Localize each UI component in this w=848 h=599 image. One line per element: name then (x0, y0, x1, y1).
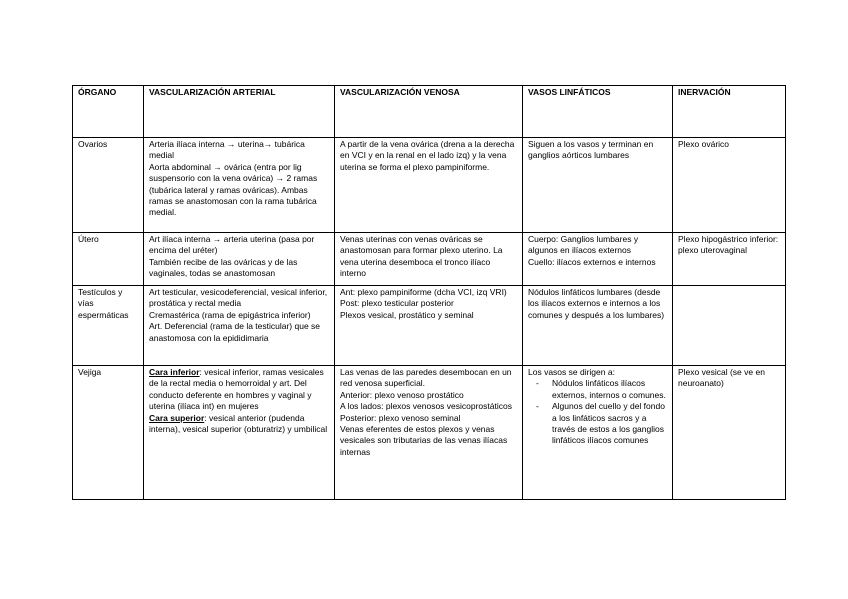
subheading-cara-inferior: Cara inferior (149, 367, 200, 377)
cell-line: Plexo ovárico (678, 139, 730, 149)
arterial-cell (144, 233, 335, 286)
anatomy-table (72, 85, 786, 500)
cell-line: Art testicular, vesicodeferencial, vesical inferior, prostática y rectal media (149, 287, 328, 309)
cell-line: Ant: plexo pampiniforme (dcha VCI, izq VRI) (340, 287, 507, 297)
header-lymphatic: VASOS LINFÁTICOS (523, 86, 673, 138)
cell-line: Posterior: plexo venoso seminal (340, 412, 461, 423)
dash-list (528, 378, 667, 446)
cell-line: Plexo hipogástrico inferior: plexo uterovaginal (678, 234, 779, 256)
cara-inferior-text: : vesical inferior, ramas vesicales de la rectal media o hemorroidal y art. Del conducto deferente en hombres y vaginal y uterina (ilíaca int) en mujeres (149, 367, 324, 412)
cell-line: A partir de la vena ovárica (drena a la derecha en VCI y en la renal en el lado izq) y la vena uterina se forma el plexo pampiniforme. (340, 139, 515, 172)
cell-line (149, 367, 329, 413)
cell-line: Cremastérica (rama de epigástrica inferior) (149, 309, 311, 320)
organ-cell: Útero (73, 233, 144, 286)
lymphatic-cell (523, 138, 673, 233)
cell-line: Las venas de las paredes desembocan en un red venosa superficial. (340, 367, 512, 389)
table-row-ovarios (73, 138, 786, 233)
organ-cell: Vejiga (73, 366, 144, 500)
lymphatic-cell (523, 366, 673, 500)
cell-line: Venas uterinas con venas ováricas se anastomosan para formar plexo uterino. La vena uterina desemboca el tronco ilíaco interno (340, 234, 503, 279)
header-arterial: VASCULARIZACIÓN ARTERIAL (144, 86, 335, 138)
cell-line: Aorta abdominal → ovárica (entra por lig suspensorio con la vena ovárica) → 2 ramas (tubárica lateral y ramas ováricas). Ambas ramas se anastomosan con la rama tubárica medial. (149, 161, 318, 218)
innervation-cell (673, 286, 786, 366)
cell-line: A los lados: plexos venosos vesicoprostáticos (340, 401, 512, 412)
subheading-cara-superior: Cara superior (149, 412, 205, 423)
header-organ: ÓRGANO (73, 86, 144, 138)
cell-line: Arteria ilíaca interna → uterina→ tubárica medial (149, 139, 305, 161)
header-venous: VASCULARIZACIÓN VENOSA (335, 86, 523, 138)
cell-line: Nódulos linfáticos lumbares (desde los ilíacos externos e internos a los comunes y después a los lumbares) (528, 287, 665, 320)
cell-line: Post: plexo testicular posterior (340, 298, 454, 309)
innervation-cell (673, 233, 786, 286)
innervation-cell (673, 366, 786, 500)
arterial-cell (144, 286, 335, 366)
venous-cell (335, 233, 523, 286)
cell-line: Los vasos se dirigen a: (528, 367, 615, 377)
cell-line: Plexo vesical (se ve en neuroanato) (678, 367, 765, 389)
cell-line (149, 413, 329, 436)
header-row (73, 86, 786, 138)
venous-cell (335, 366, 523, 500)
venous-cell (335, 138, 523, 233)
cell-line: Art. Deferencial (rama de la testicular) que se anastomosa con la epididimaria (149, 321, 321, 343)
organ-cell: Ovarios (73, 138, 144, 233)
cara-superior-text: : vesical anterior (pudenda interna), vesical superior (obturatriz) y umbilical (149, 412, 328, 435)
list-item: - Algunos del cuello y del fondo a los linfáticos sacros y a través de estos a los ganglios linfáticos ilíacos comunes (552, 401, 667, 447)
cell-line: Cuerpo: Ganglios lumbares y algunos en ilíacos externos (528, 234, 639, 256)
cell-line: Art ilíaca interna → arteria uterina (pasa por encima del uréter) (149, 234, 315, 256)
lymphatic-cell (523, 233, 673, 286)
cell-line: Anterior: plexo venoso prostático (340, 389, 464, 400)
header-innervation: INERVACIÓN (673, 86, 786, 138)
list-item: - Nódulos linfáticos ilíacos externos, internos o comunes. (552, 378, 667, 401)
cell-line: Cuello: ilíacos externos e internos (528, 256, 656, 267)
cell-line: También recibe de las ováricas y de las vaginales, todas se anastomosan (149, 256, 298, 279)
cell-line: Siguen a los vasos y terminan en ganglios aórticos lumbares (528, 139, 654, 161)
table-row-vejiga (73, 366, 786, 500)
table-row-testiculos (73, 286, 786, 366)
organ-cell: Testículos y vías espermáticas (73, 286, 144, 366)
lymphatic-cell (523, 286, 673, 366)
cell-line: Venas eferentes de estos plexos y venas vesicales son tributarias de las venas ilíacas internas (340, 424, 508, 457)
venous-cell (335, 286, 523, 366)
innervation-cell (673, 138, 786, 233)
arterial-cell (144, 138, 335, 233)
table-row-utero (73, 233, 786, 286)
arterial-cell (144, 366, 335, 500)
cell-line: Plexos vesical, prostático y seminal (340, 309, 474, 320)
